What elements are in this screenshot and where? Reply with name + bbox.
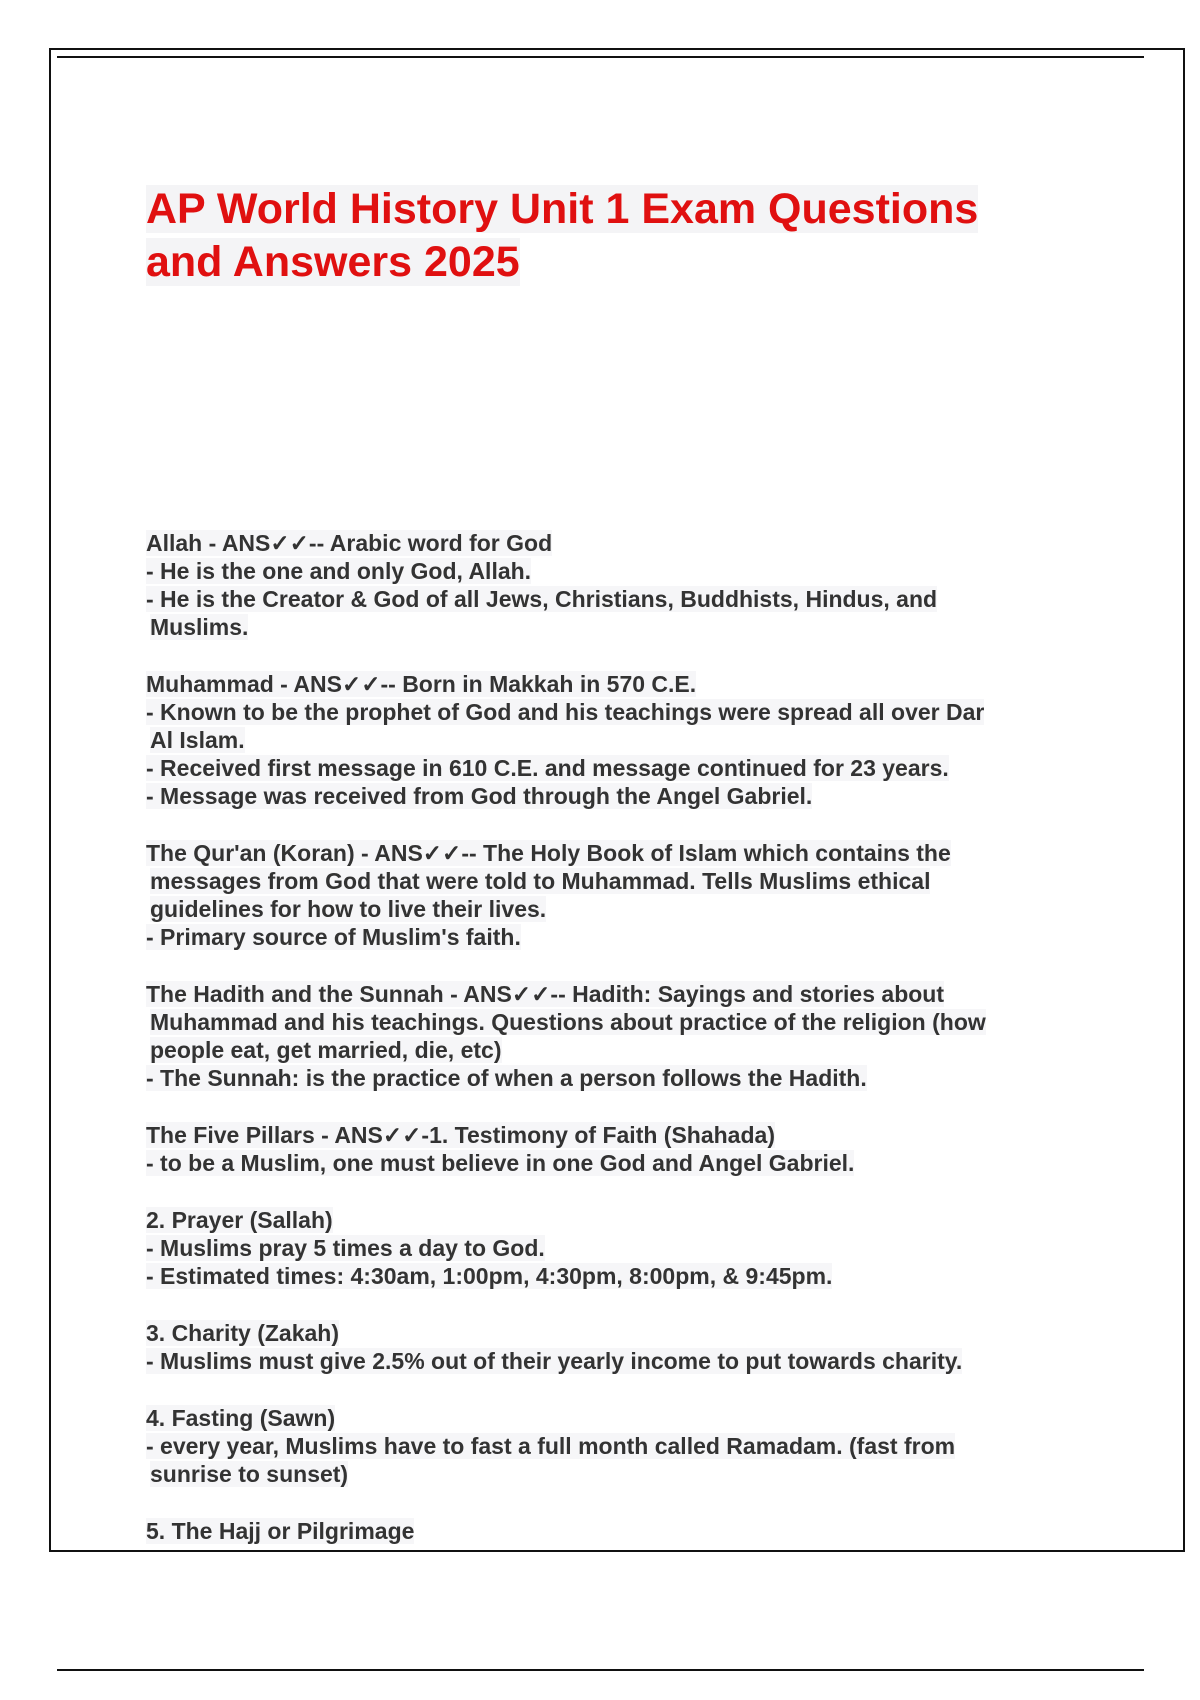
entry-line: Allah - ANS✓✓-- Arabic word for God — [146, 530, 553, 556]
entry-five-pillars — [146, 1121, 1066, 1177]
document-title — [146, 183, 1066, 289]
entry-hajj — [146, 1517, 1066, 1545]
entry-line: 4. Fasting (Sawn) — [146, 1405, 336, 1431]
entry-line: - Muslims must give 2.5% out of their yearly income to put towards charity. — [146, 1348, 963, 1374]
entry-line: - Received first message in 610 C.E. and message continued for 23 years. — [146, 755, 949, 781]
entry-line: Muhammad - ANS✓✓-- Born in Makkah in 570 C.E. — [146, 671, 697, 697]
entry-hadith-sunnah — [146, 980, 1066, 1092]
entry-muhammad — [146, 670, 1066, 810]
top-rule — [57, 56, 1144, 58]
entry-line: sunrise to sunset) — [150, 1461, 349, 1487]
document-title-line-2: and Answers 2025 — [146, 238, 520, 286]
document-title-line-1: AP World History Unit 1 Exam Questions — [146, 185, 979, 233]
entry-line: The Five Pillars - ANS✓✓-1. Testimony of Faith (Shahada) — [146, 1122, 775, 1148]
entry-prayer — [146, 1206, 1066, 1290]
bottom-rule — [57, 1669, 1144, 1671]
entry-line: - He is the Creator & God of all Jews, Christians, Buddhists, Hindus, and — [146, 586, 938, 612]
entry-line: - Known to be the prophet of God and his teachings were spread all over Dar — [146, 699, 985, 725]
entry-line: 3. Charity (Zakah) — [146, 1320, 339, 1346]
entry-line: 2. Prayer (Sallah) — [146, 1207, 333, 1233]
entry-line: The Hadith and the Sunnah - ANS✓✓-- Hadith: Sayings and stories about — [146, 981, 945, 1007]
entry-line: Muhammad and his teachings. Questions about practice of the religion (how — [150, 1009, 986, 1035]
entry-line: - Estimated times: 4:30am, 1:00pm, 4:30pm, 8:00pm, & 9:45pm. — [146, 1263, 833, 1289]
entry-line: - Primary source of Muslim's faith. — [146, 924, 521, 950]
entry-line: guidelines for how to live their lives. — [150, 896, 547, 922]
document-body — [146, 529, 1066, 1574]
entry-line: - to be a Muslim, one must believe in one God and Angel Gabriel. — [146, 1150, 855, 1176]
entry-charity — [146, 1319, 1066, 1375]
entry-line: - The Sunnah: is the practice of when a person follows the Hadith. — [146, 1065, 867, 1091]
entry-fasting — [146, 1404, 1066, 1488]
entry-line: - Message was received from God through the Angel Gabriel. — [146, 783, 813, 809]
entry-line: - Muslims pray 5 times a day to God. — [146, 1235, 545, 1261]
entry-quran — [146, 839, 1066, 951]
entry-allah — [146, 529, 1066, 641]
entry-line: 5. The Hajj or Pilgrimage — [146, 1518, 415, 1544]
entry-line: The Qur'an (Koran) - ANS✓✓-- The Holy Book of Islam which contains the — [146, 840, 951, 866]
entry-line: Muslims. — [150, 614, 249, 640]
entry-line: messages from God that were told to Muhammad. Tells Muslims ethical — [150, 868, 931, 894]
entry-line: Al Islam. — [150, 727, 245, 753]
entry-line: - every year, Muslims have to fast a full month called Ramadam. (fast from — [146, 1433, 956, 1459]
entry-line: people eat, get married, die, etc) — [150, 1037, 502, 1063]
entry-line: - He is the one and only God, Allah. — [146, 558, 532, 584]
